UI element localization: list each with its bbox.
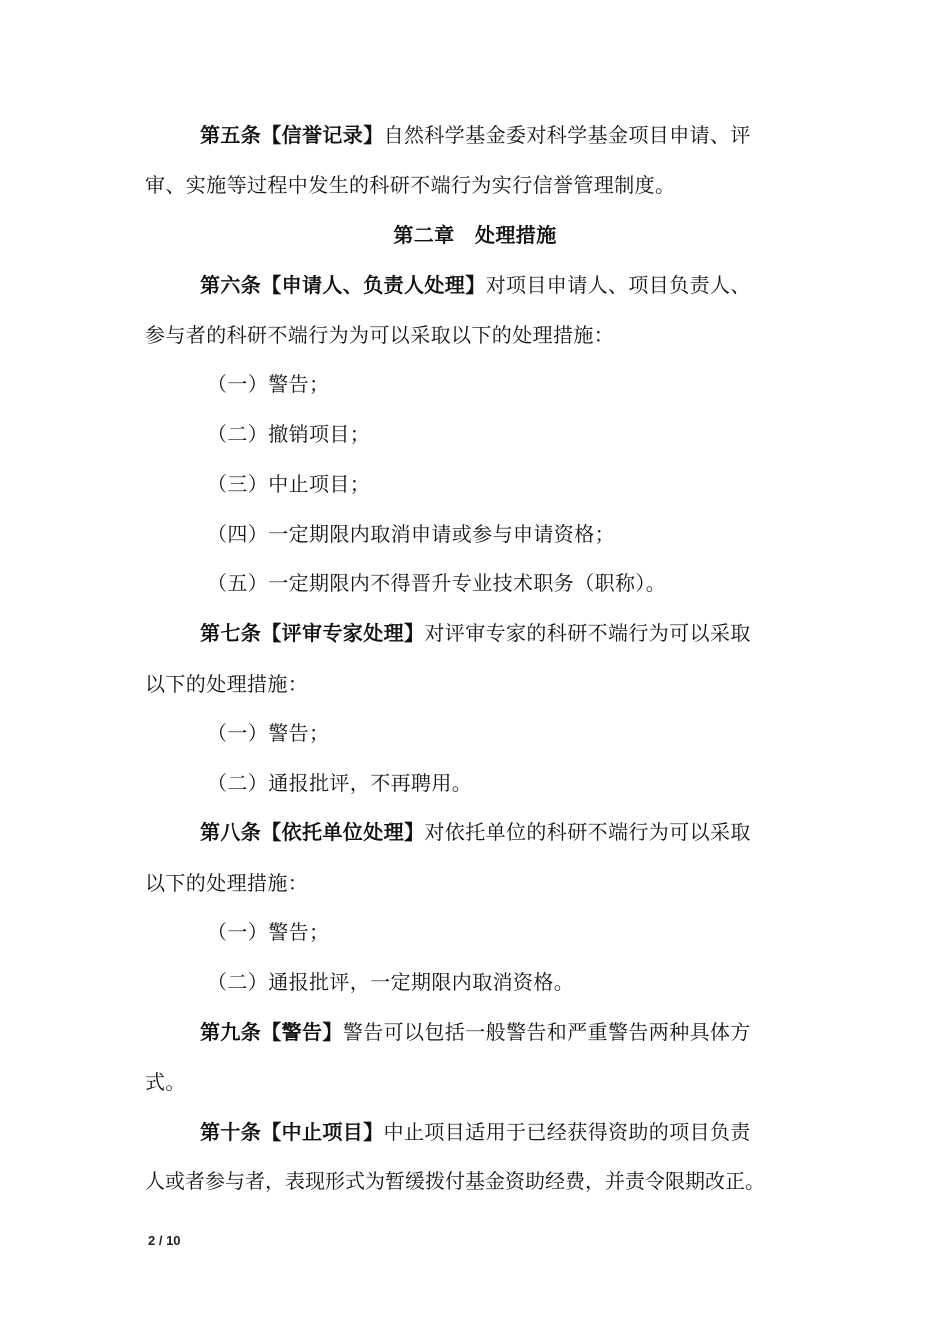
- article-9-text: 警告可以包括一般警告和严重警告两种具体方: [342, 1020, 751, 1044]
- page-number: 2 / 10: [148, 1233, 181, 1248]
- article-9-line-1: [200, 1017, 870, 1047]
- article-6-line-1: [200, 270, 870, 300]
- article-10-line-1: [200, 1117, 870, 1147]
- list-item: （三）中止项目；: [207, 472, 371, 496]
- list-item: （二）通报批评，一定期限内取消资格。: [207, 970, 575, 994]
- list-item: （二）通报批评，不再聘用。: [207, 771, 473, 795]
- article-8-title: 第八条【依托单位处理】: [200, 820, 425, 844]
- article-6-line-2: 参与者的科研不端行为为可以采取以下的处理措施：: [145, 323, 615, 347]
- article-6-text: 对项目申请人、项目负责人、: [485, 273, 751, 297]
- list-item: （二）撤销项目；: [207, 422, 371, 446]
- article-7-title: 第七条【评审专家处理】: [200, 621, 425, 645]
- article-10-line-2: 人或者参与者，表现形式为暂缓拨付基金资助经费，并责令限期改正。: [145, 1169, 765, 1193]
- list-item: （五）一定期限内不得晋升专业技术职务（职称）。: [207, 571, 667, 595]
- article-6-title: 第六条【申请人、负责人处理】: [200, 273, 486, 297]
- article-7-text: 对评审专家的科研不端行为可以采取: [424, 621, 751, 645]
- article-7-line-1: [200, 618, 870, 648]
- article-10-text: 中止项目适用于已经获得资助的项目负责: [383, 1120, 751, 1144]
- article-5-title: 第五条【信誉记录】: [200, 123, 384, 147]
- list-item: （一）警告；: [207, 920, 330, 944]
- article-5-line-1: [200, 120, 870, 150]
- chapter-heading: 第二章 处理措施: [393, 223, 557, 247]
- list-item: （四）一定期限内取消申请或参与申请资格；: [207, 522, 615, 546]
- article-5-text: 自然科学基金委对科学基金项目申请、评: [383, 123, 751, 147]
- article-9-line-2: 式。: [145, 1070, 186, 1094]
- list-item: （一）警告；: [207, 721, 330, 745]
- article-9-title: 第九条【警告】: [200, 1020, 343, 1044]
- article-5-line-2: 审、实施等过程中发生的科研不端行为实行信誉管理制度。: [145, 173, 676, 197]
- article-7-line-2: 以下的处理措施：: [145, 672, 309, 696]
- article-8-line-1: [200, 817, 870, 847]
- article-8-line-2: 以下的处理措施：: [145, 871, 309, 895]
- article-10-title: 第十条【中止项目】: [200, 1120, 384, 1144]
- article-8-text: 对依托单位的科研不端行为可以采取: [424, 820, 751, 844]
- list-item: （一）警告；: [207, 372, 330, 396]
